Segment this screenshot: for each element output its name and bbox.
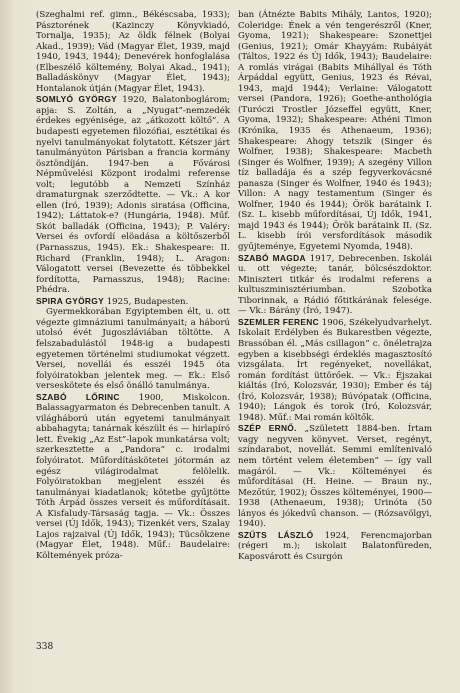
author-name: SZŰTS LÁSZLÓ [238, 529, 314, 540]
entry-text: „Született 1884-ben. Írtam vagy negyven könyvet. Verset, regényt, színdarabot, novellát. Semmi említenivaló nem történt velem életemben” — így vall magáról. — Vk.: Költeményei és műfordításai (H. Heine. — Braun ny., Mezőtúr, 1902); Összes költeményei, 1900—1938 (Athenaeum, 1938); Urinóta (50 lányos és jókedvű chanson. — (Rózsavölgyi, 1940). [238, 424, 432, 530]
author-name: SZÉP ERNŐ. [238, 423, 297, 434]
entry-text: 1920, Balatonboglárom; apja: S. Zoltán, a „Nyugat”-nemzedék érdekes egyénisége, az „átkozott költő”. A budapesti egyetemen filozófiai, esztétikai és nyelvi tanulmányokat folytatott. Kétszer járt tanulmányúton Párisban a francia kormány ösztöndíján. 1947-ben a Fővárosi Népművelési Központ irodalmi referense volt; legutóbb a Nemzeti Színház dramaturgnak szerződtette. — Vk.: A kor ellen (Író, 1939); Adonis siratása (Officina, 1942); Láttatok-e? (Hungária, 1948). Műf. Skót balladák (Officina, 1943); P. Valéry: Versei és ovfordí elöadása a költőszerből (Parnasszus, 1945). Ek.: Shakespeare: II. Richard (Franklin, 1948); L. Aragon: Válogatott versei (Bevezette és többekkel fordította, Parnasszus, 1948); Racine: Phédra. [36, 95, 231, 296]
author-entry [36, 296, 230, 308]
author-name: SZEMLER FERENC [238, 316, 319, 327]
author-name: SZABÓ MAGDA [238, 252, 306, 263]
author-entry [36, 392, 230, 562]
entry-paragraph: Gyermekkorában Egyiptemben élt, u. ott végezte gimnáziumi tanulmányait; a háború utolsó évét Jugoszláviában töltötte. A felszabadulástól 1948-ig a budapesti egyetemen történelmi studiumokat végzett. Versei, novellái és esszéi 1945 óta folyóiratokban jelentek meg. — Ek.: Első verseskötete és első önálló tanulmánya. [36, 307, 230, 392]
entry-text: 1925, Budapesten. [103, 296, 189, 307]
author-name: SPIRA GYÖRGY [36, 295, 104, 306]
entry-text: 1906, Székelyudvarhelyt. Iskolait Erdélyben és Bukarestben végezte, Brassóban él. „Más csillagon” c. önéletrajza egyben a kisebbségi érdeklés magasztosító vizsgálata. Írt regényeket, novellákat, román fordítást üttörőek. — Vk.: Éjszakai kiáltás (Író, Kolozsvár, 1930); Ember és táj (Író, Kolozsvár, 1938); Búvópatak (Officina, 1940); Lángok és torok (Író, Kolozsvár, 1948). Műf.: Mai román költők. [238, 317, 432, 423]
page-number: 338 [36, 642, 54, 652]
author-name: SOMLYÓ GYÖRGY [36, 94, 118, 105]
entry-text: 1917, Debrecenben. Iskolái u. ott végezte; tanár, bölcsészdoktor. Miniszteri titkár és irodalmi referens a kultuszminisztériumban. Szobotka Tiborinnak, a Rádió főtitkárának felesége. — Vk.: Bárány (Író, 1947). [238, 253, 433, 317]
author-entry [238, 423, 432, 529]
right-column [238, 10, 432, 562]
entry-text: 1900, Miskolcon. Balassagyarmaton és Debrecenben tanult. A világháború után egyetemi tanulmányait abbahagyta; tanárnak készült és — hirlapíró lett. Évekig „Az Est”-lapok munkatársa volt; szerkesztette a „Pandora” c. irodalmi folyóiratot. Műfordításkötetei jótormán az egész világirodalmat felölelik. Folyóiratokban megjelent esszéi és tanulmányai kiadatlanok; kötetbe gyűjtötte Tóth Árpád összes verseit és műfordításait. A Kisfaludy-Társaság tagja. — Vk.: Összes versei (Új Idők, 1943); Tizenkét vers, Szalay Lajos rajzaival (Új Idők, 1943); Tücsökzene (Magyar Élet, 1948). Műf.: Baudelaire: Költemények próza- [36, 392, 230, 561]
author-entry [238, 253, 432, 317]
continued-text: ban (Átnézte Babits Mihály, Lantos, 1920); Coleridge: Ének a vén tengerészről (Kner, Gyoma, 1921); Shakespeare: Szonettjei (Genius, 1921); Omár Khayyám: Rubáiyát (Táltos, 1922 és Új Idők, 1943); Baudelaire: A romlás virágai (Babits Mihállyal és Tóth Árpáddal együtt, Genius, 1923 és Révai, 1943, majd 1944); Verlaine: Válogatott versei (Pandora, 1926); Goethe-anthológia (Turóczi Trostler Józseffel együtt, Kner, Gyoma, 1932); Shakespeare: Athéni Timon (Krónika, 1935 és Athenaeum, 1936); Shakespeare: Ahogy tetszik (Singer és Wolfner, 1938); Shakespeare: Macbeth (Singer és Wolfner, 1939); A szegény Villon tíz balladája és a szép fegyverkovácsné panasza (Singer és Wolfner, 1940 és 1943); Villon: A nagy testamentum (Singer és Wolfner, 1940 és 1944); Örök barátaink I. (Sz. L. kisebb műfordításai, Új Idők, 1941, majd 1943 és 1944); Örök barátaink II. (Sz. L. kisebb írói versfordítások második gyűjteménye, Egyetemi Nyomda, 1948). [238, 10, 432, 253]
author-entry [36, 94, 230, 295]
continued-text: (Szeghalmi ref. gimn., Békéscsaba, 1933); Pásztorének (Kazinczy Könyvkiadó, Tornalja, 1935); Az öldk félnek (Bolyai Akad., 1939); Vád (Magyar Élet, 1939, majd 1940, 1943, 1944); Denevérek honfoglalása (Elbeszélő költemény, Bolyai Akad., 1941); Balladáskönyv (Magyar Élet, 1943); Hontalanok útján (Magyar Élet, 1943). [36, 10, 230, 94]
author-name: SZABÓ LŐRINC [36, 391, 120, 402]
author-entry [238, 530, 432, 563]
author-entry [238, 317, 432, 423]
entry-text: 1924, Ferencmajorban (régeri m.); iskolait Balatonfüreden, Kaposvárott és Csurgón [238, 530, 432, 562]
left-column [36, 10, 230, 561]
